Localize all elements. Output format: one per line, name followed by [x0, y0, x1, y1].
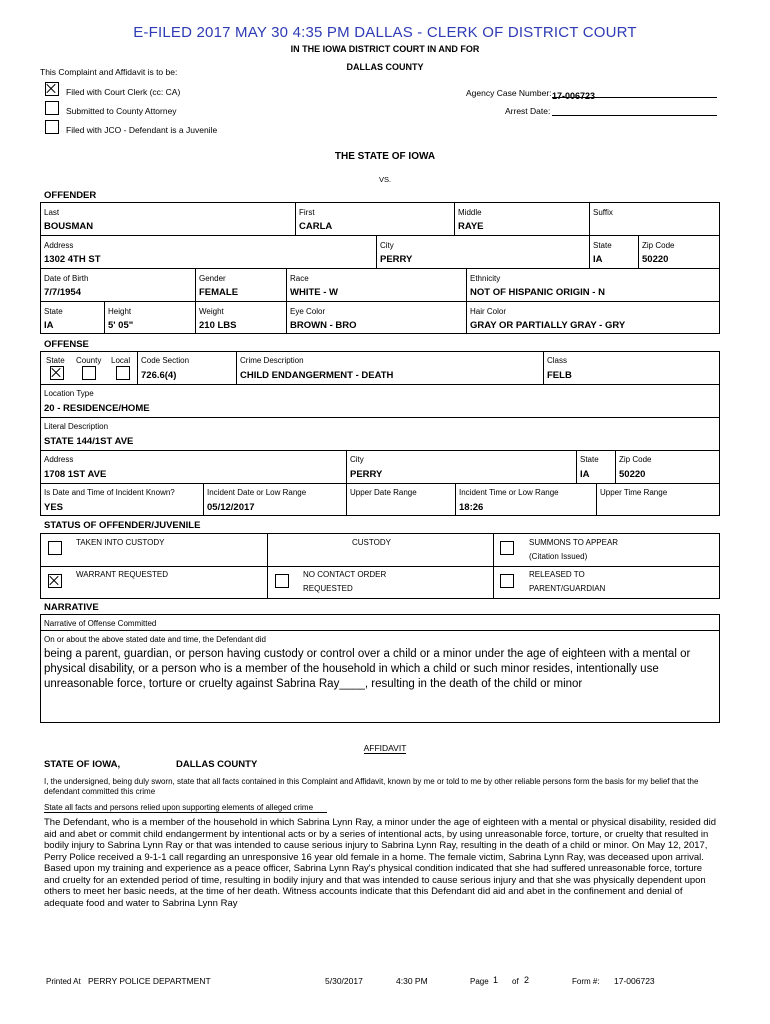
- divider: [40, 566, 720, 567]
- divider: [493, 533, 494, 599]
- eye-color-value: BROWN - BRO: [290, 320, 357, 331]
- arrest-date-label: Arrest Date:: [505, 106, 551, 116]
- agency-case-label: Agency Case Number:: [466, 88, 552, 98]
- divider: [615, 450, 616, 483]
- offense-address-label: Address: [44, 455, 74, 464]
- print-date: 5/30/2017: [325, 976, 363, 986]
- affidavit-state: STATE OF IOWA,: [44, 759, 121, 770]
- first-name-label: First: [299, 208, 315, 217]
- checkbox-released-to-parent[interactable]: [500, 574, 514, 588]
- divider: [40, 268, 720, 269]
- printed-at-value: PERRY POLICE DEPARTMENT: [88, 976, 211, 986]
- ethnicity-label: Ethnicity: [470, 274, 501, 283]
- divider: [543, 351, 544, 384]
- state2-value: IA: [44, 320, 54, 331]
- divider: [236, 351, 237, 384]
- checkbox-filed-clerk[interactable]: [45, 82, 59, 96]
- divider: [286, 268, 287, 334]
- checkbox-offense-county[interactable]: [82, 366, 96, 380]
- label-summons: SUMMONS TO APPEAR: [529, 538, 619, 547]
- print-time: 4:30 PM: [396, 976, 428, 986]
- divider: [40, 301, 720, 302]
- checkbox-no-contact-order[interactable]: [275, 574, 289, 588]
- crime-description-value: CHILD ENDANGERMENT - DEATH: [240, 370, 394, 381]
- offense-state2-label: State: [580, 455, 599, 464]
- narrative-intro: On or about the above stated date and time, the Defendant did: [44, 635, 266, 644]
- divider: [589, 202, 590, 235]
- offense-county-label: County: [76, 356, 102, 365]
- city-value: PERRY: [380, 254, 413, 265]
- race-label: Race: [290, 274, 309, 283]
- height-label: Height: [108, 307, 132, 316]
- page-label: Page: [470, 977, 489, 986]
- city-label: City: [380, 241, 394, 250]
- offense-local-label: Local: [111, 356, 131, 365]
- label-jco: Filed with JCO - Defendant is a Juvenile: [66, 125, 218, 135]
- zip-label: Zip Code: [642, 241, 675, 250]
- time-known-label: Is Date and Time of Incident Known?: [44, 488, 175, 497]
- divider: [589, 235, 590, 268]
- offense-title: OFFENSE: [44, 339, 89, 350]
- offense-zip-value: 50220: [619, 469, 646, 480]
- efiled-stamp: E-FILED 2017 MAY 30 4:35 PM DALLAS - CLERK OF DISTRICT COURT: [133, 24, 637, 41]
- state-title: THE STATE OF IOWA: [334, 151, 436, 162]
- narrative-title: NARRATIVE: [44, 602, 99, 613]
- affidavit-title: [0, 743, 770, 753]
- code-section-label: Code Section: [141, 356, 190, 365]
- dob-value: 7/7/1954: [44, 287, 81, 298]
- first-name-value: CARLA: [299, 221, 333, 232]
- form-number-label: Form #:: [572, 977, 600, 986]
- incident-date-value: 05/12/2017: [207, 502, 255, 513]
- class-value: FELB: [547, 370, 572, 381]
- divider: [195, 268, 196, 334]
- narrative-text: being a parent, guardian, or person having custody or control over a child or a minor under the age of eighteen with a mental or physical disability, or a person who is a member of the household in which a child or such minor resides, intentionally use unreasonable force, torture or cruelty against Sabrina Ray____, resulting in the death of the child or minor: [44, 648, 691, 690]
- divider: [576, 450, 577, 483]
- literal-description-label: Literal Description: [44, 422, 109, 431]
- page-total: 2: [524, 975, 530, 985]
- divider: [346, 450, 347, 483]
- divider: [267, 533, 268, 599]
- gender-label: Gender: [199, 274, 226, 283]
- checkbox-jco[interactable]: [45, 120, 59, 134]
- hair-color-label: Hair Color: [470, 307, 507, 316]
- offense-state2-value: IA: [580, 469, 590, 480]
- ethnicity-value: NOT OF HISPANIC ORIGIN - N: [470, 287, 605, 298]
- narrative-label: Narrative of Offense Committed: [44, 619, 157, 628]
- divider: [455, 483, 456, 516]
- incident-time-label: Incident Time or Low Range: [459, 488, 559, 497]
- label-citation-issued: (Citation Issued): [529, 552, 588, 561]
- of-label: of: [512, 977, 519, 986]
- divider: [40, 417, 720, 418]
- state-label: State: [593, 241, 612, 250]
- divider: [137, 351, 138, 384]
- divider: [40, 483, 720, 484]
- middle-name-label: Middle: [458, 208, 482, 217]
- court-heading: IN THE IOWA DISTRICT COURT IN AND FOR: [290, 44, 480, 54]
- label-no-contact-requested: REQUESTED: [303, 584, 353, 593]
- upper-time-label: Upper Time Range: [600, 488, 668, 497]
- state2-label: State: [44, 307, 63, 316]
- weight-label: Weight: [199, 307, 224, 316]
- offense-state-label: State: [46, 356, 65, 365]
- form-number-value: 17-006723: [614, 976, 655, 986]
- checkbox-taken-into-custody[interactable]: [48, 541, 62, 555]
- status-title: STATUS OF OFFENDER/JUVENILE: [44, 520, 201, 531]
- agency-case-value: 17-006723: [552, 91, 596, 101]
- affidavit-title-text: AFFIDAVIT: [363, 743, 407, 753]
- location-type-value: 20 - RESIDENCE/HOME: [44, 403, 150, 414]
- divider: [104, 301, 105, 334]
- checkbox-county-attorney[interactable]: [45, 101, 59, 115]
- offender-title: OFFENDER: [44, 190, 97, 201]
- code-section-value: 726.6(4): [141, 370, 177, 381]
- height-value: 5' 05": [108, 320, 134, 331]
- divider: [203, 483, 204, 516]
- affidavit-county: DALLAS COUNTY: [176, 759, 258, 770]
- label-no-contact-order: NO CONTACT ORDER: [303, 570, 387, 579]
- divider: [466, 268, 467, 334]
- upper-date-label: Upper Date Range: [350, 488, 417, 497]
- state-value: IA: [593, 254, 603, 265]
- checkbox-warrant-requested[interactable]: [48, 574, 62, 588]
- incident-time-value: 18:26: [459, 502, 484, 513]
- hair-color-value: GRAY OR PARTIALLY GRAY - GRY: [470, 320, 626, 331]
- label-taken-into-custody: TAKEN INTO CUSTODY: [76, 538, 165, 547]
- divider: [40, 630, 720, 631]
- address-label: Address: [44, 241, 74, 250]
- class-label: Class: [547, 356, 568, 365]
- affidavit-oath: I, the undersigned, being duly sworn, state that all facts contained in this Complaint and Affidavit, known by me or told to me by other reliable persons form the basis for my belief that the defendant committed this crime: [44, 777, 699, 796]
- checkbox-offense-state[interactable]: [50, 366, 64, 380]
- dob-label: Date of Birth: [44, 274, 89, 283]
- versus: VS.: [378, 175, 392, 184]
- label-county-attorney: Submitted to County Attorney: [66, 106, 177, 116]
- page-number: 1: [493, 975, 499, 985]
- middle-name-value: RAYE: [458, 221, 484, 232]
- race-value: WHITE - W: [290, 287, 339, 298]
- label-released-to: RELEASED TO: [529, 570, 585, 579]
- location-type-label: Location Type: [44, 389, 94, 398]
- label-custody: CUSTODY: [352, 538, 391, 547]
- offense-city-value: PERRY: [350, 469, 383, 480]
- checkbox-offense-local[interactable]: [116, 366, 130, 380]
- divider: [376, 235, 377, 268]
- divider: [40, 450, 720, 451]
- zip-value: 50220: [642, 254, 669, 265]
- label-parent-guardian: PARENT/GUARDIAN: [529, 584, 606, 593]
- incident-date-label: Incident Date or Low Range: [207, 488, 307, 497]
- divider: [596, 483, 597, 516]
- affidavit-facts-label: State all facts and persons relied upon supporting elements of alleged crime: [44, 803, 327, 813]
- divider: [638, 235, 639, 268]
- divider: [454, 202, 455, 235]
- label-warrant-requested: WARRANT REQUESTED: [76, 570, 169, 579]
- printed-at-label: Printed At: [46, 977, 81, 986]
- checkbox-summons[interactable]: [500, 541, 514, 555]
- crime-description-label: Crime Description: [240, 356, 304, 365]
- divider: [346, 483, 347, 516]
- divider: [40, 384, 720, 385]
- complaint-intro: This Complaint and Affidavit is to be:: [40, 67, 178, 77]
- offense-city-label: City: [350, 455, 364, 464]
- offense-zip-label: Zip Code: [619, 455, 652, 464]
- weight-value: 210 LBS: [199, 320, 237, 331]
- county-heading: DALLAS COUNTY: [346, 62, 424, 72]
- label-filed-clerk: Filed with Court Clerk (cc: CA): [66, 87, 181, 97]
- arrest-date-line: [552, 104, 717, 116]
- offense-address-value: 1708 1ST AVE: [44, 469, 107, 480]
- divider: [40, 235, 720, 236]
- gender-value: FEMALE: [199, 287, 239, 298]
- last-name-value: BOUSMAN: [44, 221, 94, 232]
- divider: [295, 202, 296, 235]
- eye-color-label: Eye Color: [290, 307, 326, 316]
- address-value: 1302 4TH ST: [44, 254, 101, 265]
- suffix-label: Suffix: [593, 208, 613, 217]
- last-name-label: Last: [44, 208, 60, 217]
- time-known-value: YES: [44, 502, 64, 513]
- agency-case-line: [552, 86, 717, 101]
- affidavit-text: The Defendant, who is a member of the household in which Sabrina Lynn Ray, a minor under the age of eighteen with a mental or physical disability, resided did aid and abet or commit child endangerment by intentional acts or by a series of intentional acts, by using unreasonable force, torture, or cruelty that resulted in bodily injury to Sabrina Lynn Ray or that was intended to cause serious injury to Sabrina Lynn Ray, resulting in the death of a child or minor. On May 12, 2017, Perry Police received a 9-1-1 call regarding an unresponsive 16 year old female in a home. The female victim, Sabrina Lynn Ray, was deceased upon arrival. Based upon my training and experience as a peace officer, Sabrina Lynn Ray's physical condition indicated that she had suffered unreasonable force, torture and cruelty for an extended period of time, resulting in bodily injury and that was intended to cause serious injury and that she was physically dependent upon others to meet her basic needs, at the time of her death. Witness accounts indicate that this Defendant did aid and abet in the confinement and denial of adequate food and water to Sabrina Lynn Ray: [44, 817, 717, 909]
- literal-description-value: STATE 144/1ST AVE: [44, 436, 134, 447]
